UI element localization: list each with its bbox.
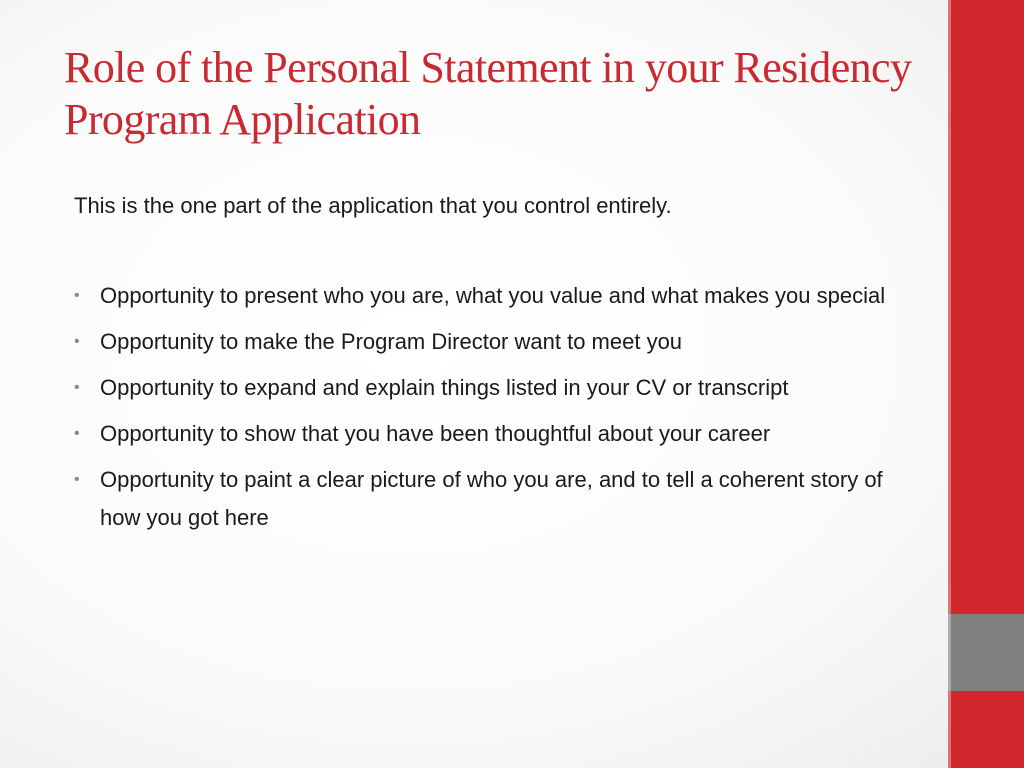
bullet-item (74, 323, 914, 361)
bullet-list (74, 277, 914, 545)
bullet-text: Opportunity to expand and explain things listed in your CV or transcript (100, 375, 789, 400)
bullet-item (74, 461, 914, 537)
decorative-side-bar (948, 0, 1024, 768)
bullet-item (74, 369, 914, 407)
side-bar-red-segment (948, 691, 1024, 768)
side-bar-edge (948, 0, 951, 768)
bullet-text: Opportunity to make the Program Director want to meet you (100, 329, 683, 354)
slide-intro-text: This is the one part of the application that you control entirely. (74, 193, 672, 218)
bullet-item (74, 277, 914, 315)
bullet-icon: • (74, 471, 80, 488)
bullet-icon: • (74, 287, 80, 304)
slide-title: Role of the Personal Statement in your Residency Program Application (64, 43, 912, 144)
bullet-text: Opportunity to show that you have been thoughtful about your career (100, 421, 771, 446)
side-bar-gray-segment (948, 614, 1024, 691)
side-bar-red-segment (948, 0, 1024, 614)
bullet-text: Opportunity to present who you are, what you value and what makes you special (100, 283, 886, 308)
bullet-item (74, 415, 914, 453)
bullet-icon: • (74, 333, 80, 350)
bullet-icon: • (74, 425, 80, 442)
bullet-text: Opportunity to paint a clear picture of who you are, and to tell a coherent story of how you got here (100, 467, 883, 530)
bullet-icon: • (74, 379, 80, 396)
